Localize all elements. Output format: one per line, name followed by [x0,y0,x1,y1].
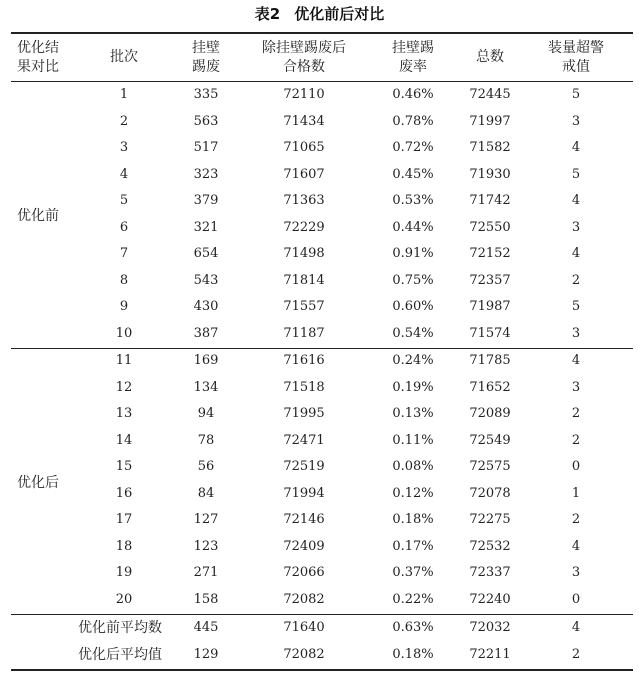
cell-qualified: 72082 [283,646,325,662]
cell-alarm: 3 [571,325,581,341]
cell-rate: 0.12% [392,485,434,501]
table-row [0,401,639,428]
cell-total: 72357 [469,272,511,288]
cell-batch: 20 [115,591,133,607]
cell-reject: 654 [193,246,219,261]
cell-batch: 9 [119,299,129,314]
cell-total: 72032 [469,620,511,635]
cell-batch: 12 [115,379,133,395]
table-row [0,375,639,402]
cell-rate: 0.78% [392,113,434,129]
table-row [0,454,639,481]
table-title [0,4,639,24]
cell-alarm: 5 [571,87,581,102]
header-line: 踢废 [192,59,220,75]
cell-batch: 4 [119,166,129,182]
table-row [0,215,639,242]
cell-qualified: 71994 [283,485,325,501]
table-row [0,534,639,561]
cell-rate: 0.53% [392,193,434,208]
table-row [0,268,639,295]
cell-rate: 0.11% [392,432,434,448]
cell-batch: 1 [119,87,129,102]
cell-total: 72445 [469,87,511,102]
cell-reject: 335 [193,87,219,102]
cell-total: 72549 [469,432,511,448]
cell-qualified: 71995 [283,406,325,421]
cell-qualified: 72082 [283,591,325,607]
cell-rate: 0.46% [392,87,434,102]
cell-alarm: 3 [571,219,581,235]
table-number: 表2 [254,5,281,23]
cell-qualified: 71498 [283,246,325,261]
cell-alarm: 4 [571,193,581,208]
cell-batch: 11 [115,353,133,368]
cell-total: 72152 [469,246,511,261]
cell-rate: 0.37% [392,565,434,580]
header-alarm [538,39,614,77]
cell-rate: 0.17% [392,538,434,554]
cell-total: 71785 [469,353,511,368]
cell-reject: 517 [193,140,219,155]
cell-total: 71582 [469,140,511,155]
cell-qualified: 72066 [283,565,325,580]
cell-reject: 271 [193,565,219,580]
cell-total: 72275 [469,512,511,527]
cell-rate: 0.44% [392,219,434,235]
cell-alarm: 1 [571,485,581,501]
cell-reject: 94 [197,406,215,421]
cell-total: 72240 [469,591,511,607]
cell-qualified: 71518 [283,379,325,395]
header-total [460,48,520,67]
cell-total: 71997 [469,113,511,129]
cell-total: 71574 [469,325,511,341]
cell-qualified: 71616 [283,353,325,368]
cell-alarm: 5 [571,166,581,182]
cell-batch: 2 [119,113,129,129]
header-line: 挂壁踢 [392,40,434,56]
cell-reject: 134 [193,379,219,395]
cell-rate: 0.60% [392,299,434,314]
group-label-after: 优化后 [17,475,59,491]
cell-average-label: 优化后平均值 [78,646,162,663]
cell-alarm: 2 [571,432,581,448]
cell-qualified: 71557 [283,299,325,314]
cell-batch: 17 [115,512,133,527]
table-row [0,294,639,321]
cell-qualified: 71434 [283,113,325,129]
cell-alarm: 2 [571,512,581,527]
cell-rate: 0.18% [392,646,434,662]
cell-total: 71987 [469,299,511,314]
top-rule [11,32,633,34]
cell-rate: 0.54% [392,325,434,341]
cell-batch: 5 [119,193,129,208]
cell-batch: 8 [119,272,129,288]
cell-rate: 0.91% [392,246,434,261]
cell-qualified: 72146 [283,512,325,527]
header-reject [176,39,236,77]
cell-batch: 10 [115,325,133,341]
cell-total: 72211 [469,646,511,662]
cell-alarm: 5 [571,299,581,314]
table-row [0,188,639,215]
cell-batch: 13 [115,406,133,421]
table-row [0,587,639,614]
cell-alarm: 3 [571,565,581,580]
cell-batch: 19 [115,565,133,580]
cell-reject: 563 [193,113,219,129]
cell-rate: 0.75% [392,272,434,288]
cell-reject: 169 [193,353,219,368]
cell-reject: 445 [193,620,219,635]
cell-rate: 0.08% [392,459,434,474]
cell-rate: 0.13% [392,406,434,421]
cell-rate: 0.63% [392,620,434,635]
table-row [0,135,639,162]
cell-alarm: 0 [571,459,581,474]
table-row [0,109,639,136]
cell-reject: 430 [193,299,219,314]
cell-alarm: 4 [571,353,581,368]
header-line: 挂壁 [192,40,220,56]
table-row [0,507,639,534]
cell-qualified: 71607 [283,166,325,182]
cell-total: 72532 [469,538,511,554]
header-line: 优化结 [17,40,59,56]
table-row [0,321,639,348]
cell-alarm: 0 [571,591,581,607]
cell-rate: 0.72% [392,140,434,155]
cell-total: 71742 [469,193,511,208]
header-line: 除挂壁踢废后 [262,40,346,56]
table-row [0,560,639,587]
header-line: 批次 [110,49,138,65]
cell-alarm: 2 [571,406,581,421]
header-batch [94,48,154,67]
cell-total: 71652 [469,379,511,395]
cell-rate: 0.24% [392,353,434,368]
cell-rate: 0.18% [392,512,434,527]
header-line: 总数 [476,49,504,65]
cell-reject: 158 [193,591,219,607]
cell-batch: 16 [115,485,133,501]
cell-total: 72078 [469,485,511,501]
cell-alarm: 4 [571,246,581,261]
cell-qualified: 72110 [283,87,325,102]
cell-qualified: 71065 [283,140,325,155]
cell-qualified: 71363 [283,193,325,208]
cell-reject: 321 [193,219,219,235]
group-label-before: 优化前 [17,208,59,224]
cell-batch: 15 [115,459,133,474]
cell-batch: 6 [119,219,129,235]
cell-reject: 123 [193,538,219,554]
cell-qualified: 71640 [283,620,325,635]
table-row [0,428,639,455]
cell-rate: 0.45% [392,166,434,182]
cell-qualified: 72229 [283,219,325,235]
table-caption: 优化前后对比 [294,5,385,23]
cell-reject: 129 [193,646,219,662]
cell-reject: 387 [193,325,219,341]
cell-total: 72089 [469,406,511,421]
table-row [0,615,639,642]
cell-reject: 84 [197,485,215,501]
cell-alarm: 3 [571,113,581,129]
cell-total: 72337 [469,565,511,580]
cell-qualified: 72471 [283,432,325,448]
table-row [0,82,639,109]
cell-reject: 379 [193,193,219,208]
header-qualified [252,39,356,77]
cell-alarm: 2 [571,272,581,288]
table-row [0,642,639,669]
cell-average-label: 优化前平均数 [78,620,162,636]
cell-total: 71930 [469,166,511,182]
header-rate [378,39,448,77]
cell-alarm: 4 [571,620,581,635]
bottom-rule [11,669,633,671]
cell-qualified: 72409 [283,538,325,554]
cell-reject: 56 [197,459,215,474]
cell-alarm: 4 [571,140,581,155]
table-row [0,481,639,508]
cell-reject: 78 [197,432,215,448]
cell-total: 72575 [469,459,511,474]
cell-reject: 127 [193,512,219,527]
cell-qualified: 71187 [283,325,325,341]
cell-qualified: 71814 [283,272,325,288]
cell-reject: 323 [193,166,219,182]
header-line: 废率 [399,59,427,75]
header-line: 果对比 [17,59,59,75]
cell-batch: 7 [119,246,129,261]
cell-batch: 14 [115,432,133,448]
cell-alarm: 3 [571,379,581,395]
cell-rate: 0.22% [392,591,434,607]
cell-rate: 0.19% [392,379,434,395]
header-line: 装量超警 [548,40,604,56]
header-line: 合格数 [283,59,325,75]
header-group [6,39,70,77]
cell-batch: 18 [115,538,133,554]
cell-alarm: 4 [571,538,581,554]
table-row [0,162,639,189]
cell-total: 72550 [469,219,511,235]
cell-alarm: 2 [571,646,581,662]
table-row [0,241,639,268]
cell-batch: 3 [119,140,129,155]
header-line: 戒值 [562,59,590,75]
cell-qualified: 72519 [283,459,325,474]
cell-reject: 543 [193,272,219,288]
table-header [0,35,639,81]
table-row [0,348,639,375]
